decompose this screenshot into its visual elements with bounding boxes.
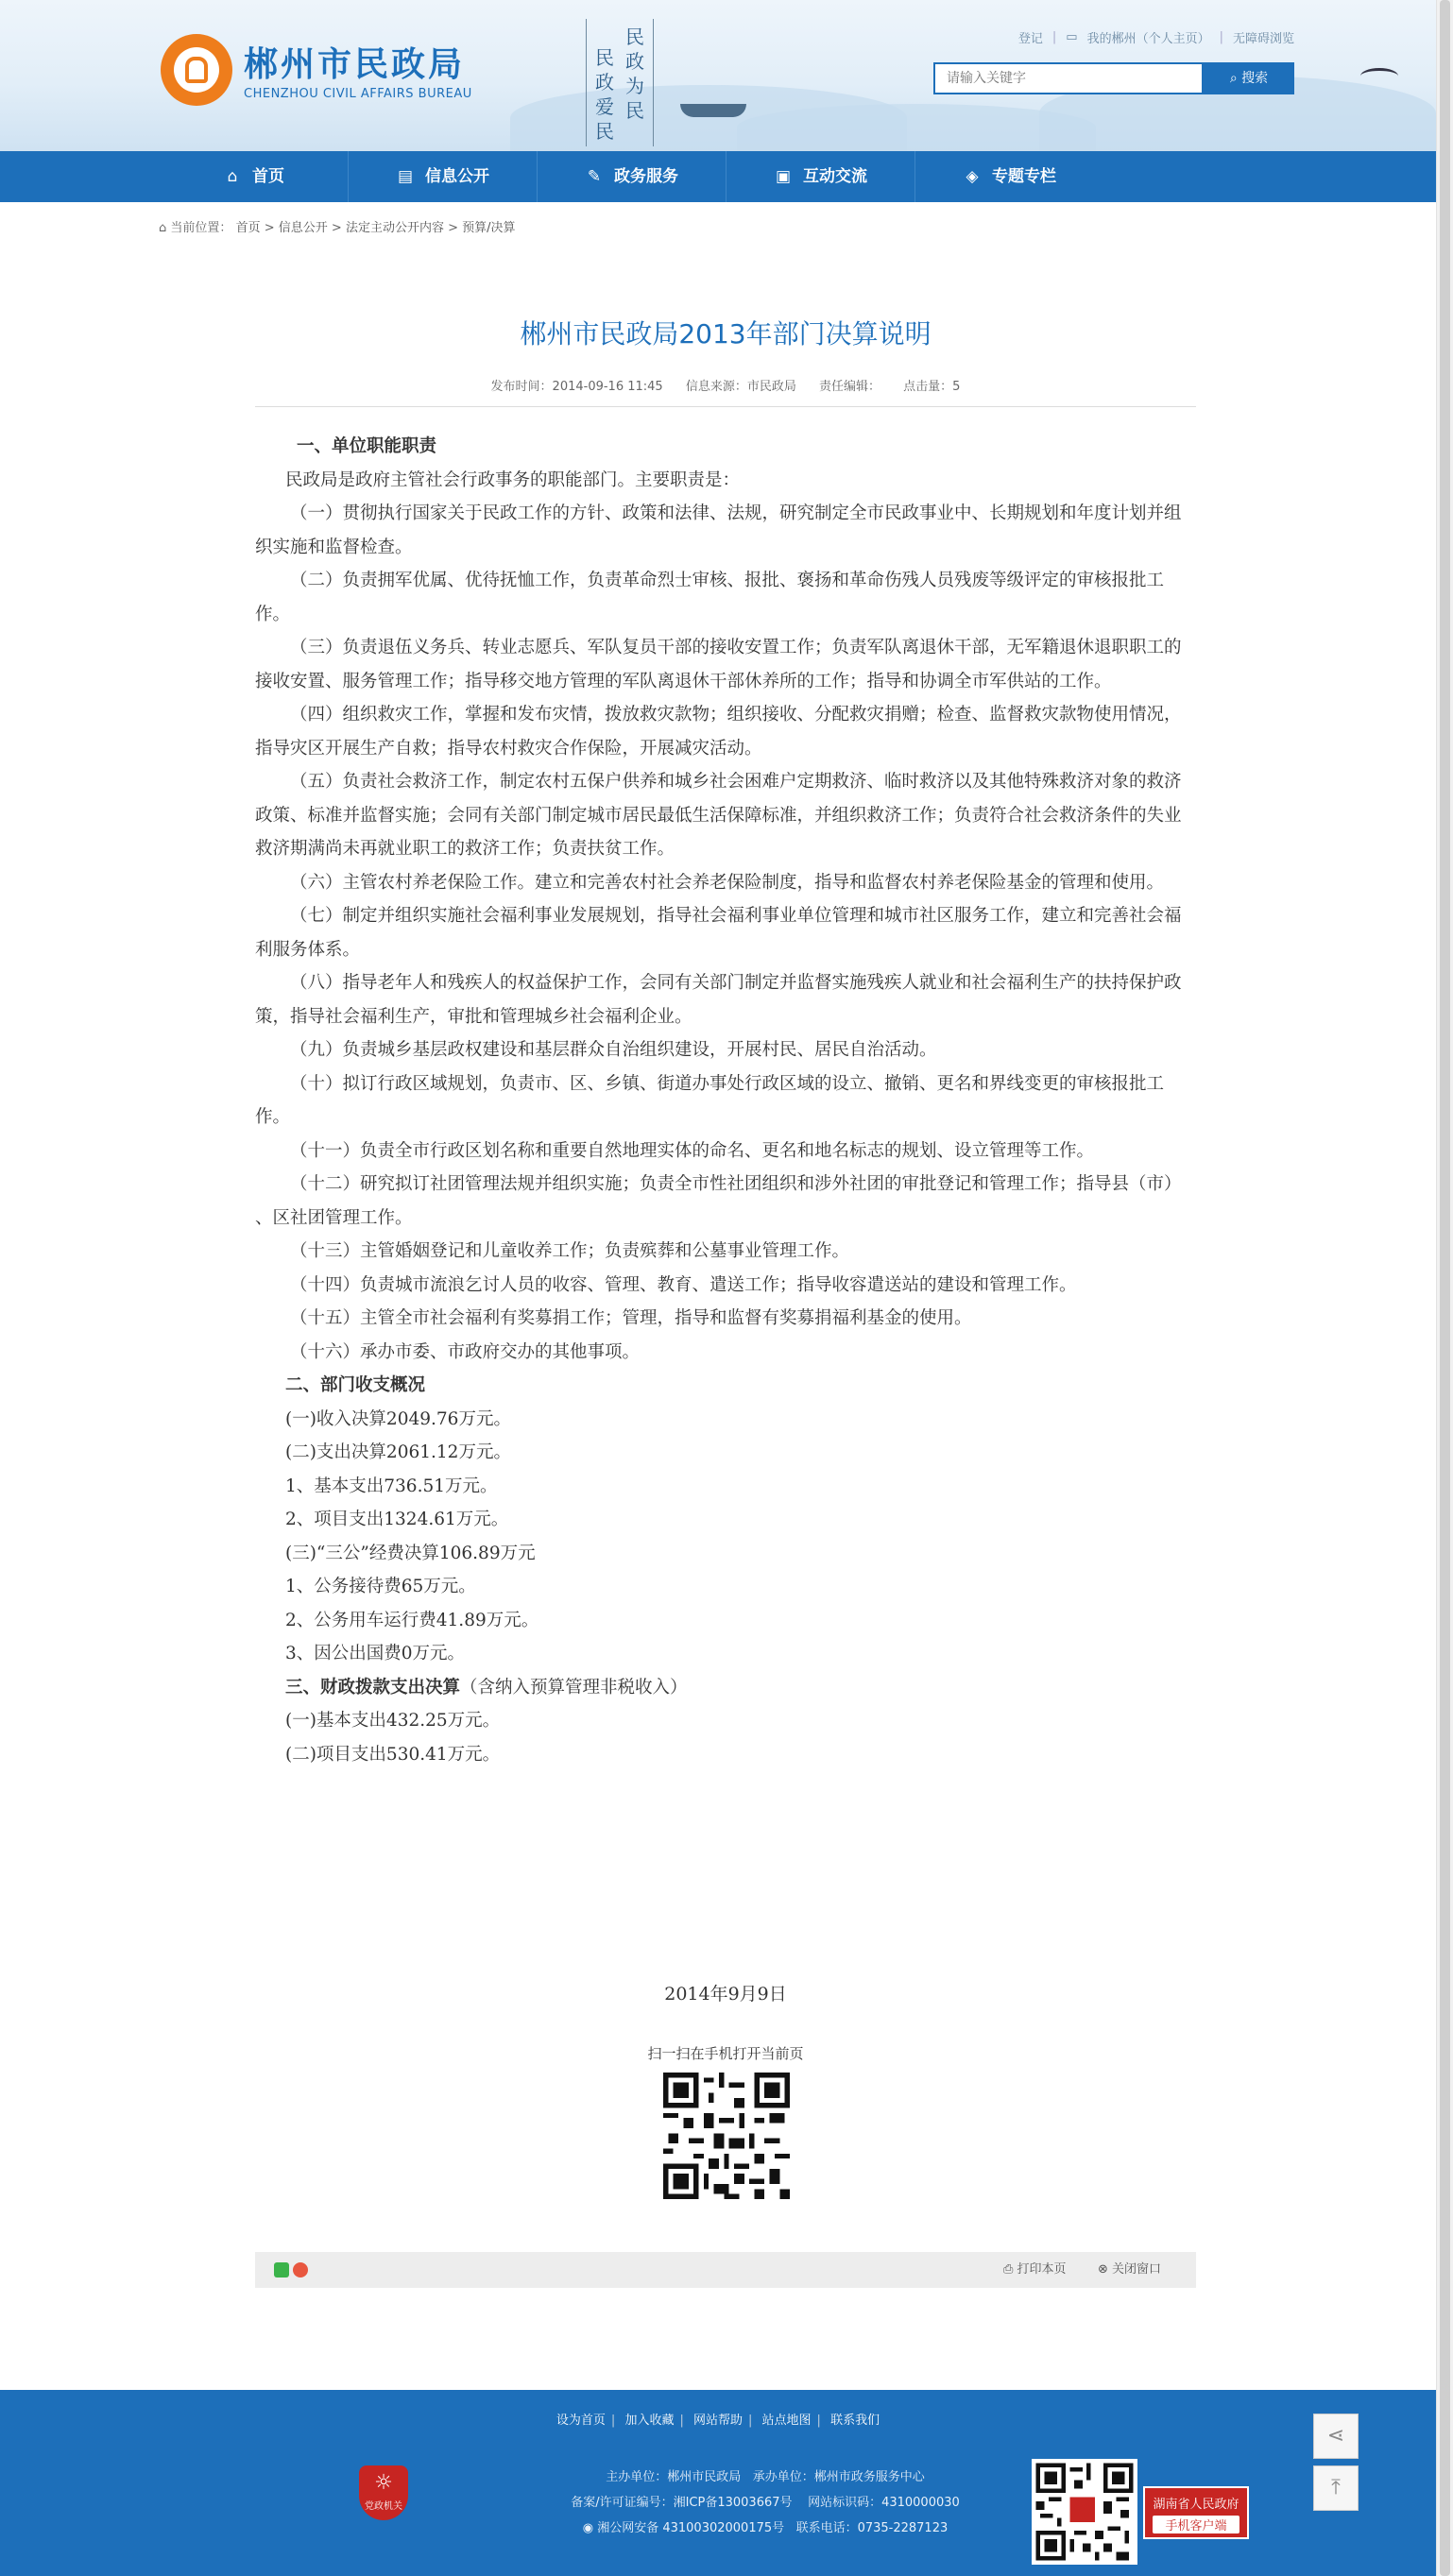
nav-item-info-disclosure[interactable]: ▤ 信息公开 (348, 151, 538, 202)
article-date: 2014年9月9日 (664, 1984, 787, 2005)
slogan-line-2: 民政爱民 (595, 46, 614, 143)
paragraph: （三）负责退伍义务兵、转业志愿兵、军队复员干部的接收安置工作；负责军队离退休干部，无军籍退休退职职工的接收安置、服务管理工作；指导移交地方管理的军队离退休干部休养所的工作；指导和协调全市军供站的工作。 (255, 638, 1182, 691)
paragraph: 3、因公出国费0万元。 (285, 1644, 466, 1663)
site-name[interactable]: 郴州市民政局 (244, 45, 466, 84)
paragraph: (二)支出决算2061.12万元。 (285, 1442, 511, 1462)
footer-link-favorite[interactable]: 加入收藏 (624, 2414, 675, 2428)
edit-icon: ✎ (587, 167, 602, 186)
publish-time: 发布时间：2014-09-16 11:45 (490, 380, 663, 394)
footer-icp-line: 备案/许可证编号：湘ICP备13003667号 网站标识码：4310000030 (571, 2496, 960, 2510)
paragraph: （八）指导老年人和残疾人的权益保护工作，会同有关部门制定并监督实施残疾人就业和社会福利生产的扶持保护政策，指导社会福利生产，审批和管理城乡社会福利企业。 (255, 973, 1182, 1027)
footer-link-help[interactable]: 网站帮助 (692, 2414, 743, 2428)
crane-decoration (1360, 68, 1398, 84)
footer-links: 设为首页 | 加入收藏 | 网站帮助 | 站点地图 | 联系我们 (556, 2414, 880, 2428)
paragraph: (二)项目支出530.41万元。 (285, 1744, 501, 1765)
site-name-en: CHENZHOU CIVIL AFFAIRS BUREAU (244, 87, 472, 101)
paragraph: （一）贯彻执行国家关于民政工作的方针、政策和法律、法规，研究制定全市民政事业中、长期规划和年度计划并组织实施和监督检查。 (255, 503, 1182, 557)
print-button[interactable]: ⎙ 打印本页 (1003, 2262, 1067, 2277)
paragraph: （九）负责城乡基层政权建设和基层群众自治组织建设，开展村民、居民自治活动。 (290, 1040, 937, 1060)
accessibility-link[interactable]: 无障碍浏览 (1232, 32, 1294, 46)
printer-icon: ⎙ (1003, 2262, 1014, 2277)
close-icon: ⊗ (1098, 2262, 1108, 2277)
home-icon: ⌂ (227, 167, 238, 186)
paragraph: （十二）研究拟订社团管理法规并组织实施；负责全市性社团组织和涉外社团的审批登记和管理工作；指导县（市） (290, 1174, 1182, 1194)
hunan-gov-app-link[interactable]: 湖南省人民政府 手机客户端 (1143, 2486, 1249, 2539)
paragraph: （十一）负责全市行政区划名称和重要自然地理实体的命名、更名和地名标志的规划、设立管理等工作。 (290, 1140, 1095, 1161)
paragraph: （五）负责社会救济工作，制定农村五保户供养和城乡社会困难户定期救济、临时救济以及其他特殊救济对象的救济政策、标准并监督实施；会同有关部门制定城市居民最低生活保障标准，并组织救济工作；负责符合社会救济条件的失业救济期满尚未再就业职工的救济工作；负责扶贫工作。 (255, 772, 1182, 859)
paragraph: (一)基本支出432.25万元。 (285, 1711, 501, 1731)
main-nav (0, 151, 1436, 202)
section-heading-3: 三、财政拨款支出决算（含纳入预算管理非税收入） (285, 1677, 688, 1697)
scrollbar-thumb[interactable] (1440, 0, 1450, 2576)
paragraph: （十三）主管婚姻登记和儿童收养工作；负责殡葬和公墓事业管理工作。 (290, 1241, 850, 1261)
paragraph: （四）组织救灾工作，掌握和发布灾情，拨放救灾款物；组织接收、分配救灾捐赠；检查、监督救灾款物使用情况，指导灾区开展生产自救；指导农村救灾合作保险，开展减灾活动。 (255, 705, 1182, 759)
paragraph: 1、公务接待费65万元。 (285, 1577, 476, 1596)
title-divider (255, 406, 1196, 407)
paragraph: 民政局是政府主管社会行政事务的职能部门。主要职责是： (285, 469, 741, 490)
bureau-logo-icon[interactable] (161, 34, 232, 106)
paragraph: （六）主管农村养老保险工作。建立和完善农村社会养老保险制度，指导和监督农村养老保险基金的管理和使用。 (290, 872, 1165, 893)
footer-sponsor-line: 主办单位：郴州市民政局 承办单位：郴州市政务服务中心 (606, 2470, 925, 2484)
top-utility-links: 登记 | ▭ 我的郴州（个人主页） | 无障碍浏览 (1017, 30, 1294, 46)
footer-link-sitemap[interactable]: 站点地图 (761, 2414, 812, 2428)
breadcrumb-statutory-content[interactable]: 法定主动公开内容 (345, 221, 444, 235)
footer-link-set-home[interactable]: 设为首页 (556, 2414, 606, 2428)
share-icon: ⋖ (1326, 2424, 1345, 2448)
nav-item-home[interactable]: ⌂ 首页 (159, 151, 349, 202)
article-meta (255, 376, 1196, 394)
chat-icon: ▣ (775, 167, 792, 186)
weibo-share-icon[interactable] (293, 2262, 308, 2277)
site-header (0, 0, 1436, 151)
article-title: 郴州市民政局2013年部门决算说明 (520, 318, 932, 350)
nav-item-gov-services[interactable]: ✎ 政务服务 (537, 151, 726, 202)
police-badge-icon: ◉ (582, 2521, 594, 2535)
party-gov-badge[interactable]: ☼ 党政机关 (359, 2465, 408, 2520)
slogan-calligraphy (586, 19, 654, 146)
login-link[interactable]: 登记 (1017, 32, 1043, 46)
search-input[interactable] (933, 62, 1204, 94)
wechat-share-icon[interactable] (274, 2262, 289, 2277)
paragraph: 2、项目支出1324.61万元。 (285, 1510, 509, 1529)
breadcrumb: ⌂ 当前位置： 首页 > 信息公开 > 法定主动公开内容 > 预算/决算 (159, 221, 516, 235)
paragraph: (三)“三公”经费决算106.89万元 (285, 1543, 536, 1563)
page-scrollbar[interactable] (1436, 0, 1453, 2576)
paragraph: （十五）主管全市社会福利有奖募捐工作；管理，指导和监督有奖募捐福利基金的使用。 (290, 1308, 972, 1328)
hit-count: 点击量：5 (903, 380, 961, 394)
boat-decoration (680, 104, 746, 117)
paragraph: （十六）承办市委、市政府交办的其他事项。 (290, 1341, 641, 1362)
back-to-top-button[interactable] (1313, 2465, 1359, 2511)
arrow-up-icon: ⤒ (1331, 2476, 1341, 2499)
footer-police-line: ◉ 湘公网安备 43100302000175号 联系电话：0735-2287123 (582, 2521, 949, 2535)
paragraph: 、区社团管理工作。 (255, 1207, 413, 1228)
paragraph: (一)收入决算2049.76万元。 (285, 1408, 511, 1429)
breadcrumb-budget[interactable]: 预算/决算 (462, 221, 516, 235)
paragraph: （二）负责拥军优属、优待抚恤工作，负责革命烈士审核、报批、褒扬和革命伤残人员残废等级评定的审核报批工作。 (255, 571, 1165, 624)
nav-item-special-topics[interactable]: ◈ 专题专栏 (915, 151, 1103, 202)
paragraph: （十四）负责城市流浪乞讨人员的收容、管理、教育、遣送工作；指导收容遣送站的建设和管理工作。 (290, 1274, 1077, 1295)
paragraph: 1、基本支出736.51万元。 (285, 1476, 498, 1496)
search-button[interactable]: ⌕ 搜索 (1204, 62, 1294, 94)
paragraph: （十）拟订行政区域规划，负责市、区、乡镇、街道办事处行政区域的设立、撤销、更名和界线变更的审核报批工作。 (255, 1073, 1165, 1127)
badge-emblem-icon: ☼ (374, 2471, 393, 2495)
share-button[interactable] (1313, 2414, 1359, 2459)
paragraph: 2、公务用车运行费41.89万元。 (285, 1610, 539, 1630)
article-body (255, 430, 1185, 1771)
responsible-editor: 责任编辑： (819, 380, 881, 394)
footer-link-contact[interactable]: 联系我们 (830, 2414, 880, 2428)
layers-icon: ◈ (966, 167, 979, 186)
my-chenzhou-link[interactable]: 我的郴州（个人主页） (1086, 32, 1210, 46)
nav-item-interaction[interactable]: ▣ 互动交流 (726, 151, 915, 202)
footer-qr-code (1032, 2459, 1137, 2565)
slogan-line-1: 民政为民 (625, 26, 644, 122)
breadcrumb-info-disclosure[interactable]: 信息公开 (278, 221, 328, 235)
home-icon: ⌂ (159, 221, 167, 235)
document-icon: ▤ (397, 167, 414, 186)
monitor-icon: ▭ (1066, 30, 1078, 44)
section-heading: 一、单位职能职责 (297, 436, 437, 456)
section-heading: 二、部门收支概况 (285, 1375, 426, 1395)
page-qr-code (663, 2073, 790, 2199)
qr-label: 扫一扫在手机打开当前页 (647, 2045, 804, 2062)
paragraph: （七）制定并组织实施社会福利事业发展规划，指导社会福利事业单位管理和城市社区服务工作，建立和完善社会福利服务体系。 (255, 906, 1182, 960)
search-icon: ⌕ (1229, 71, 1238, 86)
close-window-button[interactable]: ⊗ 关闭窗口 (1098, 2262, 1162, 2277)
article-toolbar (255, 2252, 1196, 2288)
breadcrumb-home[interactable]: 首页 (235, 221, 261, 235)
info-source: 信息来源：市民政局 (685, 380, 796, 394)
